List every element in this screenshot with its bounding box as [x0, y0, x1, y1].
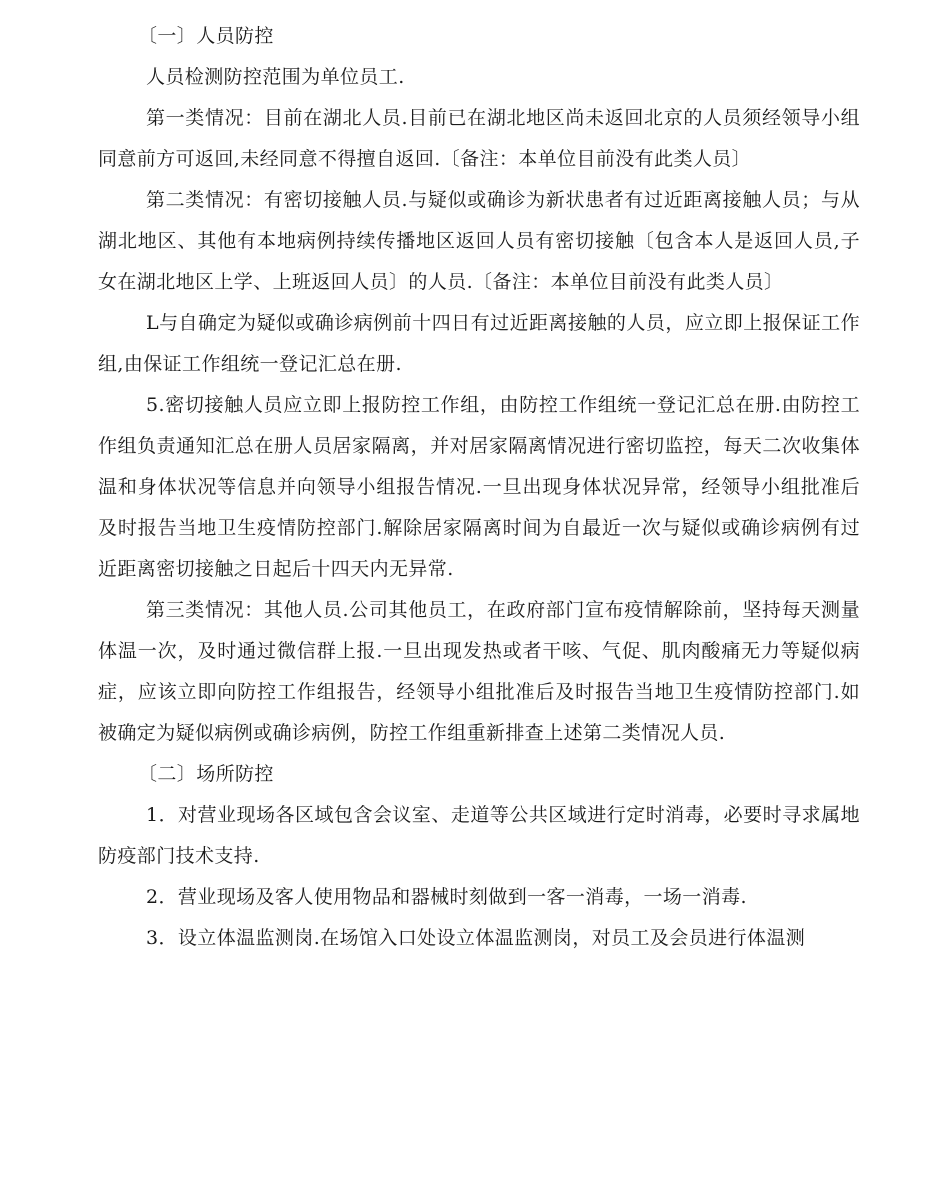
paragraph-home-isolation: 5.密切接触人员应立即上报防控工作组，由防控工作组统一登记汇总在册.由防控工作组负责通知汇总在册人员居家隔离，并对居家隔离情况进行密切监控，每天二次收集体温和身体状况等信息并向领导小组报告情况.一旦出现身体状况异常，经领导小组批准后及时报告当地卫生疫情防控部门.解除居家隔离时间为自最近一次与疑似或确诊病例有过近距离密切接触之日起后十四天内无异常. [98, 394, 860, 580]
paragraph-temperature-checkpoint: 3．设立体温监测岗.在场馆入口处设立体温监测岗，对员工及会员进行体温测 [146, 927, 806, 949]
section-heading-personnel-control: 〔一〕人员防控 [138, 25, 274, 47]
paragraph-category-three: 第三类情况：其他人员.公司其他员工，在政府部门宣布疫情解除前，坚持每天测量体温一次，及时通过微信群上报.一旦出现发热或者干咳、气促、肌肉酸痛无力等疑似病症，应该立即向防控工作组报告，经领导小组批准后及时报告当地卫生疫情防控部门.如被确定为疑似病例或确诊病例，防控工作组重新排查上述第二类情况人员. [98, 599, 860, 744]
paragraph-equipment-disinfection: 2．营业现场及客人使用物品和器械时刻做到一客一消毒，一场一消毒. [146, 886, 747, 908]
paragraph-scope: 人员检测防控范围为单位员工. [146, 66, 405, 88]
document-page [98, 16, 860, 959]
section-heading-venue-control: 〔二〕场所防控 [138, 763, 274, 785]
paragraph-venue-disinfection: 1．对营业现场各区域包含会议室、走道等公共区域进行定时消毒，必要时寻求属地防疫部门技术支持. [98, 804, 860, 867]
paragraph-close-contact-report: L与自确定为疑似或确诊病例前十四日有过近距离接触的人员，应立即上报保证工作组,由保证工作组统一登记汇总在册. [98, 312, 860, 375]
paragraph-category-one: 第一类情况：目前在湖北人员.目前已在湖北地区尚未返回北京的人员须经领导小组同意前方可返回,未经同意不得擅自返回.〔备注：本单位目前没有此类人员〕 [98, 107, 860, 170]
paragraph-category-two: 第二类情况：有密切接触人员.与疑似或确诊为新状患者有过近距离接触人员；与从湖北地区、其他有本地病例持续传播地区返回人员有密切接触〔包含本人是返回人员,子女在湖北地区上学、上班返回人员〕的人员.〔备注：本单位目前没有此类人员〕 [98, 189, 860, 293]
